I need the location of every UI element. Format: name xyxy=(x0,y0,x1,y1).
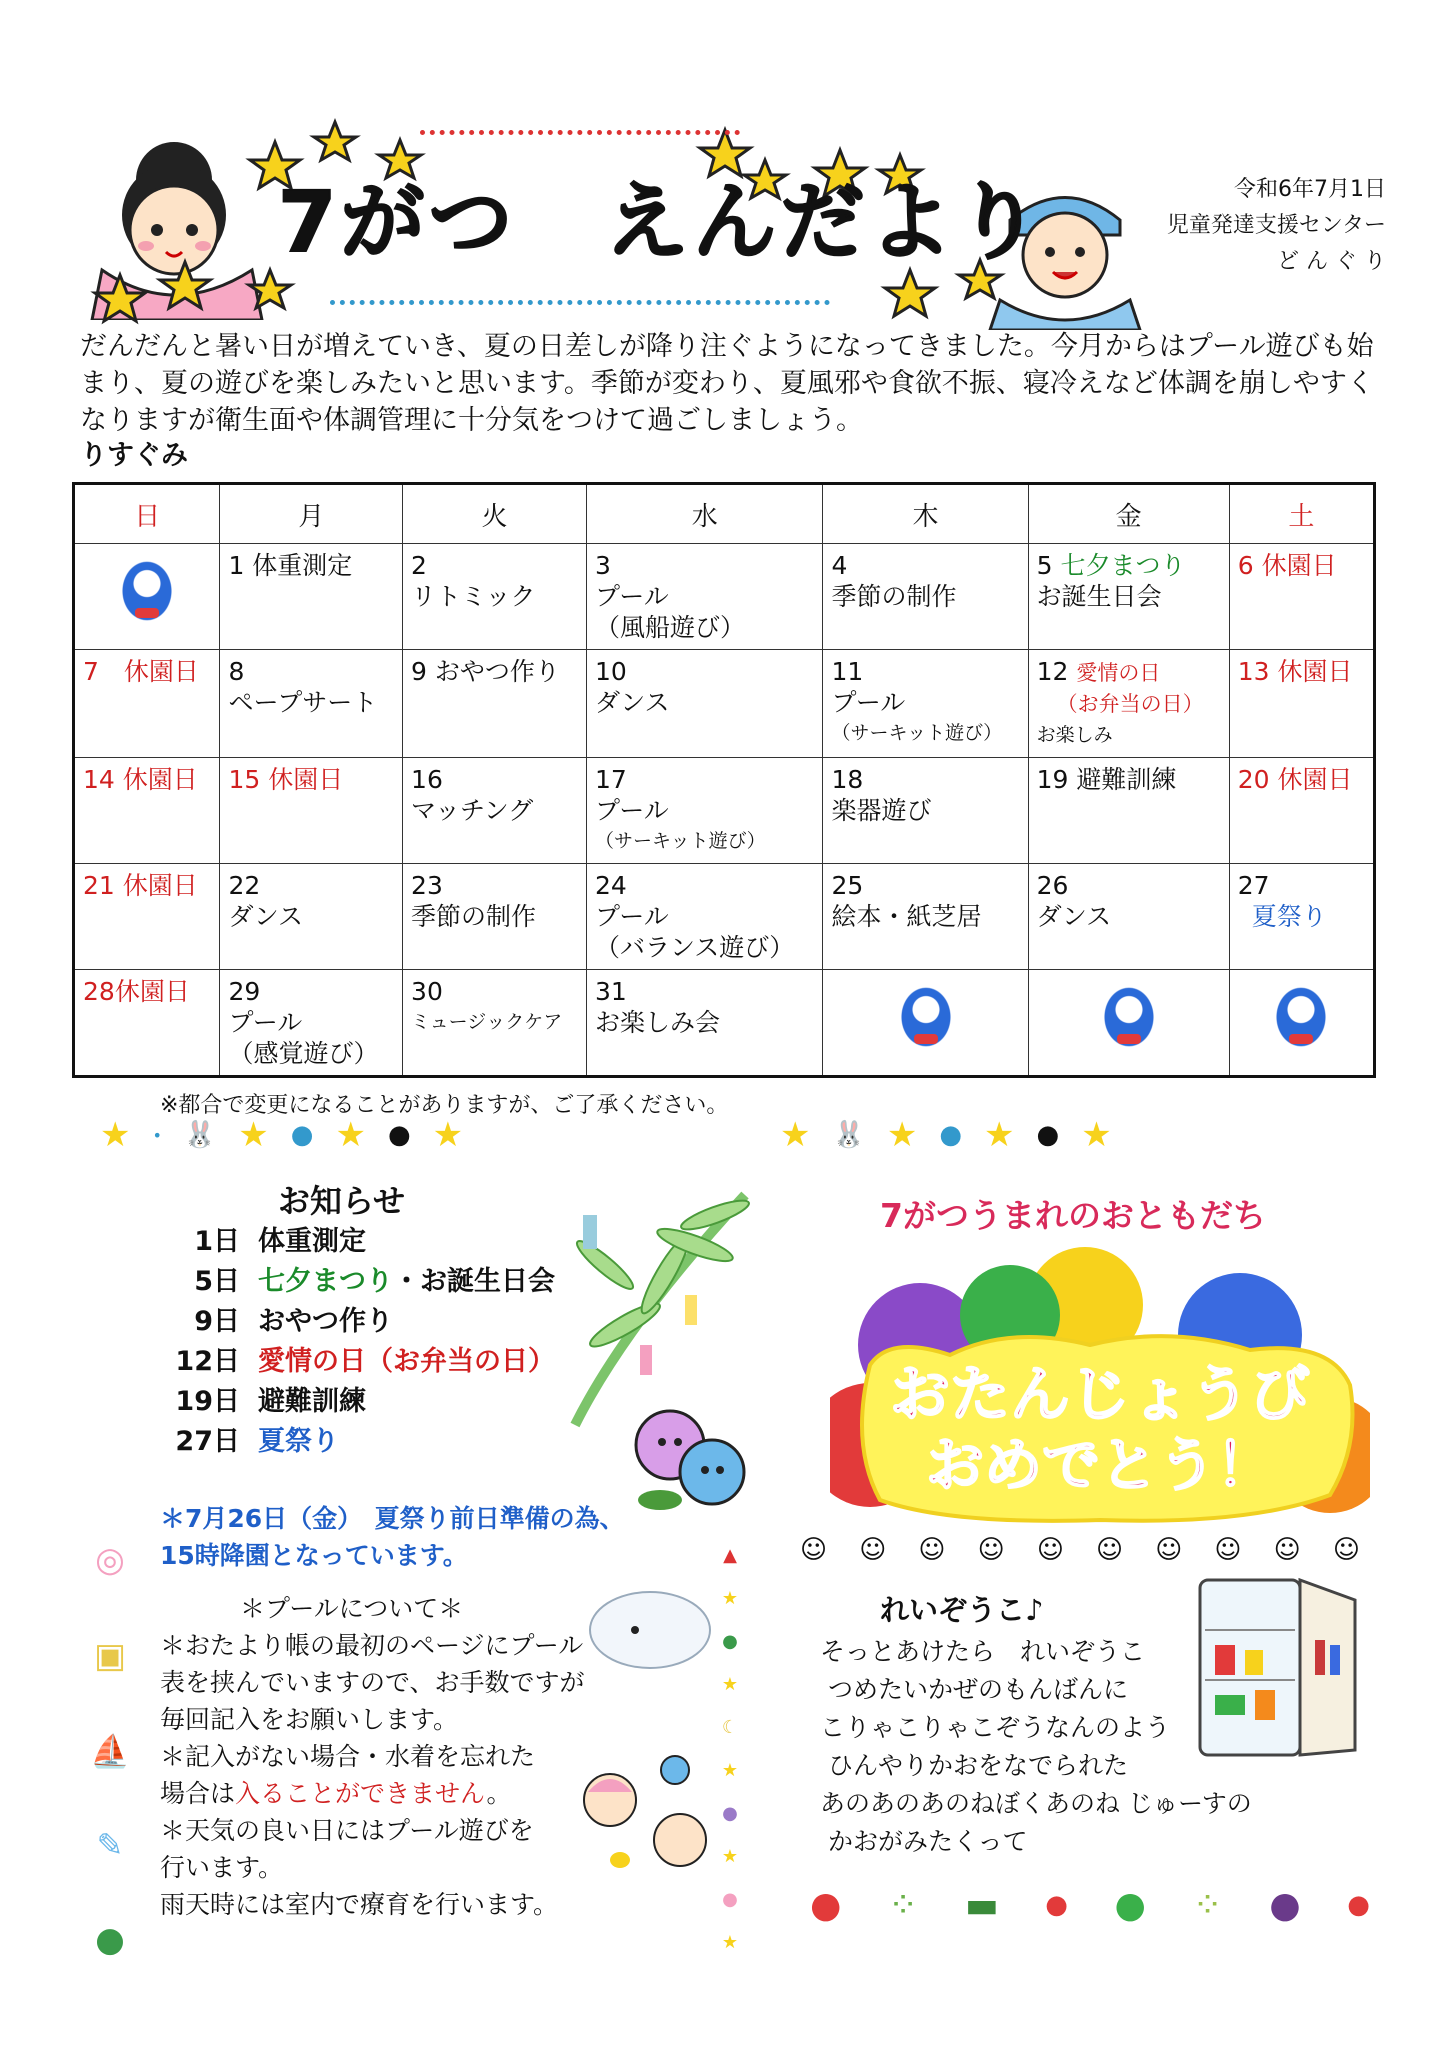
notice-tanabata: 七夕まつり xyxy=(258,1266,393,1297)
calendar-cell xyxy=(74,544,220,650)
star-icon: ★ xyxy=(721,1760,739,1781)
schedule-change-note xyxy=(160,1500,625,1574)
birthday-heading: 7がつうまれのおともだち xyxy=(880,1196,1266,1235)
day-number: 31 xyxy=(595,977,627,1006)
decor-strip-right xyxy=(780,1115,1112,1155)
pool-line-suffix: 。 xyxy=(486,1779,512,1808)
star-icon: ★ xyxy=(721,1846,739,1867)
side-icons-left xyxy=(90,1540,130,1960)
event-natsumatsuri: 夏祭り xyxy=(1251,902,1327,931)
event-text: お楽しみ会 xyxy=(595,1008,721,1037)
calendar-cell xyxy=(823,758,1028,864)
notice-aijou: 愛情の日（お弁当の日） xyxy=(258,1346,555,1377)
day-number: 22 xyxy=(228,871,261,900)
holiday-text: 休園日 xyxy=(1277,657,1353,686)
child-icon: ☺ xyxy=(1096,1535,1124,1565)
header-meta xyxy=(1167,172,1386,280)
child-icon: ☺ xyxy=(1332,1535,1360,1565)
event-text: 季節の制作 xyxy=(411,902,537,931)
event-text: プール xyxy=(595,902,669,931)
event-text: 避難訓練 xyxy=(1076,765,1177,794)
holiday-text: 休園日 xyxy=(1261,551,1337,580)
calendar-cell xyxy=(220,758,403,864)
poem-line: つめたいかぜのもんばんに xyxy=(828,1675,1129,1704)
calendar-cell xyxy=(1229,650,1374,758)
calendar-cell xyxy=(1028,864,1229,970)
calendar-table xyxy=(72,482,1376,1078)
day-number: 2 xyxy=(411,551,427,580)
day-number: 19 xyxy=(1036,765,1069,794)
pool-title: ＊プールについて＊ xyxy=(240,1594,464,1623)
notice-item xyxy=(170,1382,555,1422)
event-text: ペープサート xyxy=(228,688,378,717)
calendar-cell xyxy=(74,864,220,970)
notice-item xyxy=(170,1422,555,1462)
pool-line-prefix: 場合は xyxy=(160,1779,236,1808)
calendar-cell xyxy=(220,864,403,970)
weekday-mon: 月 xyxy=(220,484,403,544)
event-text: ダンス xyxy=(228,902,303,931)
pool-warning: 入ることができません xyxy=(235,1779,487,1808)
calendar-cell xyxy=(403,650,587,758)
calendar-cell xyxy=(220,650,403,758)
notice-item xyxy=(170,1262,555,1302)
calendar-cell xyxy=(220,970,403,1077)
event-text: おやつ作り xyxy=(434,657,560,686)
poem-line: あのあのあのねぼくあのね じゅーすの xyxy=(820,1789,1252,1818)
penguin-icon xyxy=(1103,986,1155,1048)
event-text: プール xyxy=(595,582,669,611)
event-detail: （風船遊び） xyxy=(595,613,746,642)
intro-text: だんだんと暑い日が増えていき、夏の日差しが降り注ぐようになってきました。今月からはプール遊びも始まり、夏の遊びを楽しみたいと思います。季節が変わり、夏風邪や食欲不振、寝冷えなど体調を崩しやすくなりますが衛生面や体調管理に十分気をつけて過ごしましょう。 xyxy=(80,331,1374,436)
holiday-text: 休園日 xyxy=(122,871,198,900)
event-text: ミュージックケア xyxy=(411,1011,563,1033)
planet-icon: ● xyxy=(722,1803,738,1824)
day-number: 26 xyxy=(1036,871,1069,900)
child-icon: ☺ xyxy=(918,1535,946,1565)
calendar-cell xyxy=(403,758,587,864)
pool-line: 毎回記入をお願いします。 xyxy=(160,1705,459,1734)
poem-title: れいぞうこ♪ xyxy=(880,1593,1044,1627)
star-icon: ★ xyxy=(721,1674,739,1695)
day-number: 20 xyxy=(1237,765,1270,794)
event-text: お楽しみ xyxy=(1036,724,1113,746)
day-number: 30 xyxy=(411,977,443,1006)
event-text: リトミック xyxy=(411,582,536,611)
weekday-tue: 火 xyxy=(403,484,587,544)
rocket-icon: ▲ xyxy=(723,1545,737,1566)
mouse-icon: ● xyxy=(939,1120,963,1150)
event-text: プール xyxy=(228,1008,303,1037)
holiday-text: 休園日 xyxy=(122,765,198,794)
day-number: 3 xyxy=(595,551,611,580)
event-detail: （お弁当の日） xyxy=(1056,692,1204,716)
pool-line: ＊記入がない場合・水着を忘れた xyxy=(160,1742,536,1771)
peas-icon: ⁘ xyxy=(887,1884,919,1926)
calendar-cell xyxy=(587,970,823,1077)
change-note: ※都合で変更になることがありますが、ご了承ください。 xyxy=(160,1093,729,1118)
event-text: 体重測定 xyxy=(252,551,353,580)
calendar-cell xyxy=(823,650,1028,758)
event-text: マッチング xyxy=(411,796,534,825)
day-number: 9 xyxy=(411,657,427,686)
notice-item xyxy=(170,1302,555,1342)
day-number: 8 xyxy=(228,657,245,686)
side-icons-middle xyxy=(715,1545,745,1953)
event-text: お誕生日会 xyxy=(1036,582,1162,611)
notice-list xyxy=(170,1222,555,1462)
panda-icon: ● xyxy=(387,1120,411,1150)
day-number: 11 xyxy=(831,657,864,686)
tomato-icon: ● xyxy=(1347,1890,1370,1920)
day-number: 17 xyxy=(595,765,627,794)
event-text: 楽器遊び xyxy=(831,796,932,825)
pepper-icon: ● xyxy=(1114,1884,1146,1926)
event-text: 季節の制作 xyxy=(831,582,957,611)
pool-line: 行います。 xyxy=(160,1853,284,1882)
star-icon: ★ xyxy=(1081,1115,1112,1155)
child-icon: ☺ xyxy=(859,1535,887,1565)
event-text: プール xyxy=(595,796,669,825)
day-number: 24 xyxy=(595,871,627,900)
pool-line: 雨天時には室内で療育を行います。 xyxy=(160,1890,559,1919)
calendar-cell xyxy=(587,864,823,970)
calendar-cell xyxy=(1028,970,1229,1077)
star-icon: ★ xyxy=(100,1115,131,1155)
pool-line: ＊おたより帳の最初のページにプール xyxy=(160,1631,584,1660)
event-text: 絵本・紙芝居 xyxy=(831,902,982,931)
notice-day: 5日 xyxy=(194,1266,240,1297)
dot-icon: • xyxy=(152,1125,162,1145)
day-number: 5 xyxy=(1036,551,1053,580)
weekday-header-row xyxy=(74,484,1375,544)
mushroom-icon: ● xyxy=(722,1889,738,1910)
notice-item xyxy=(170,1342,555,1382)
facility-name: ど ん ぐ り xyxy=(1277,249,1386,274)
star-icon: ★ xyxy=(335,1115,366,1155)
day-number: 6 xyxy=(1237,551,1254,580)
calendar-cell xyxy=(220,544,403,650)
day-number: 18 xyxy=(831,765,864,794)
day-number: 15 xyxy=(228,765,261,794)
day-number: 16 xyxy=(411,765,443,794)
holiday-text: 休園日 xyxy=(114,977,190,1006)
child-icon: ☺ xyxy=(1273,1535,1301,1565)
decor-strip-left xyxy=(100,1115,463,1155)
notice-day: 12日 xyxy=(175,1346,240,1377)
class-name: りすぐみ xyxy=(80,440,188,471)
calendar-cell xyxy=(1229,864,1374,970)
tomato-icon: ● xyxy=(1045,1890,1068,1920)
event-text: ダンス xyxy=(1036,902,1112,931)
water-gun-icon: ✎ xyxy=(96,1826,124,1864)
penguin-icon xyxy=(1275,986,1327,1048)
calendar-cell xyxy=(823,864,1028,970)
child-icon: ☺ xyxy=(1155,1535,1183,1565)
holiday-text: 休園日 xyxy=(268,765,344,794)
star-icon: ★ xyxy=(721,1932,739,1953)
boat-icon: ⛵ xyxy=(90,1732,130,1770)
star-icon: ★ xyxy=(432,1115,464,1155)
child-icon: ☺ xyxy=(1036,1535,1064,1565)
calendar-cell xyxy=(74,970,220,1077)
newsletter-title: 7がつ えんだより xyxy=(278,173,1045,271)
rabbit-icon: 🐰 xyxy=(832,1120,865,1150)
birthday-banner xyxy=(830,1245,1370,1530)
panda-icon: ● xyxy=(1036,1120,1060,1150)
moon-icon: ☾ xyxy=(721,1717,739,1738)
event-detail: （サーキット遊び） xyxy=(595,830,766,852)
weekday-fri: 金 xyxy=(1028,484,1229,544)
star-icon: ★ xyxy=(886,1115,918,1155)
day-number: 12 xyxy=(1036,657,1069,686)
poem-line: かおがみたくって xyxy=(828,1827,1028,1856)
star-icon: ★ xyxy=(238,1115,269,1155)
pool-line: ＊天気の良い日にはプール遊びを xyxy=(160,1816,534,1845)
calendar-cell xyxy=(403,544,587,650)
day-number: 4 xyxy=(831,551,848,580)
holiday-text: 休園日 xyxy=(1277,765,1353,794)
calendar-cell xyxy=(587,544,823,650)
ball-icon: ● xyxy=(95,1920,125,1960)
notice-day: 19日 xyxy=(175,1386,240,1417)
event-detail: （感覚遊び） xyxy=(228,1039,379,1068)
star-icon: ★ xyxy=(984,1115,1015,1155)
schedule-change-line: ＊7月26日（金） 夏祭り前日準備の為、 xyxy=(160,1504,625,1533)
issue-date: 令和6年7月1日 xyxy=(1234,177,1386,202)
notice-day: 1日 xyxy=(194,1226,240,1257)
tomato-icon: ● xyxy=(810,1884,842,1926)
day-number: 7 xyxy=(83,657,99,686)
calendar-cell xyxy=(1229,970,1374,1077)
child-icon: ☺ xyxy=(977,1535,1005,1565)
calendar-week xyxy=(74,970,1375,1077)
poem xyxy=(820,1633,1252,1861)
notice-text: 避難訓練 xyxy=(258,1386,366,1417)
pool-section xyxy=(160,1590,630,1923)
notice-item xyxy=(170,1222,555,1262)
day-number: 28 xyxy=(83,977,115,1006)
star-icon: ★ xyxy=(780,1115,811,1155)
rabbit-icon: 🐰 xyxy=(183,1120,217,1150)
schedule-change-line: 15時降園となっています。 xyxy=(160,1541,468,1570)
calendar-cell xyxy=(403,970,587,1077)
calendar-cell xyxy=(587,758,823,864)
child-icon: ☺ xyxy=(1214,1535,1242,1565)
astronaut-icon: ● xyxy=(722,1631,738,1652)
event-text: プール xyxy=(831,688,906,717)
calendar-cell xyxy=(823,544,1028,650)
pool-kids-illustration xyxy=(580,1570,730,1910)
calendar-week xyxy=(74,864,1375,970)
day-number: 29 xyxy=(228,977,261,1006)
eggplant-icon: ● xyxy=(1269,1884,1301,1926)
calendar-cell xyxy=(74,650,220,758)
notice-text: おやつ作り xyxy=(258,1306,393,1337)
day-number: 25 xyxy=(831,871,864,900)
child-icon: ☺ xyxy=(800,1535,828,1565)
dotted-line-top xyxy=(420,130,740,135)
event-aijou: 愛情の日 xyxy=(1076,661,1161,685)
bucket-icon: ▣ xyxy=(93,1636,127,1676)
notice-natsumatsuri: 夏祭り xyxy=(258,1426,339,1457)
banner-line-2: おめでとう！ xyxy=(925,1431,1275,1499)
bamboo-illustration xyxy=(545,1175,765,1435)
day-number: 27 xyxy=(1237,871,1270,900)
calendar-cell xyxy=(74,758,220,864)
donut-icon: ◎ xyxy=(95,1540,125,1580)
poem-line: そっとあけたら れいぞうこ xyxy=(820,1637,1146,1666)
pool-line: 表を挟んでいますので、お手数ですが xyxy=(160,1668,585,1697)
penguin-icon xyxy=(121,560,173,622)
day-number: 21 xyxy=(83,871,115,900)
calendar-week xyxy=(74,758,1375,864)
calendar-cell xyxy=(1028,758,1229,864)
event-tanabata: 七夕まつり xyxy=(1060,551,1186,580)
day-number: 13 xyxy=(1237,657,1270,686)
day-number: 23 xyxy=(411,871,443,900)
calendar-week xyxy=(74,544,1375,650)
kids-strip xyxy=(800,1530,1360,1570)
weekday-wed: 水 xyxy=(587,484,823,544)
notice-text: 体重測定 xyxy=(258,1226,366,1257)
weekday-sun: 日 xyxy=(74,484,220,544)
vegetables-strip xyxy=(810,1880,1370,1930)
morning-glory-illustration xyxy=(620,1400,760,1520)
pool-line xyxy=(160,1775,630,1812)
event-detail: （バランス遊び） xyxy=(595,933,795,962)
day-number: 1 xyxy=(228,551,245,580)
dotted-line-bottom xyxy=(330,300,830,305)
event-detail: （サーキット遊び） xyxy=(831,722,1003,744)
calendar-cell xyxy=(403,864,587,970)
notice-text: ・お誕生日会 xyxy=(393,1266,555,1297)
center-name: 児童発達支援センター xyxy=(1166,213,1386,238)
cucumber-icon: ▬ xyxy=(964,1884,999,1926)
event-text: ダンス xyxy=(595,688,670,717)
weekday-thu: 木 xyxy=(823,484,1028,544)
star-icon: ★ xyxy=(721,1588,739,1609)
refrigerator-illustration xyxy=(1190,1570,1365,1765)
notice-day: 27日 xyxy=(175,1426,240,1457)
calendar-cell xyxy=(823,970,1028,1077)
notice-title: お知らせ xyxy=(278,1182,406,1220)
calendar-cell xyxy=(1229,544,1374,650)
day-number: 10 xyxy=(595,657,627,686)
weekday-sat: 土 xyxy=(1229,484,1374,544)
poem-line: こりゃこりゃこぞうなんのよう xyxy=(820,1713,1171,1742)
beans-icon: ⁘ xyxy=(1192,1884,1223,1926)
notice-day: 9日 xyxy=(194,1306,240,1337)
calendar-cell xyxy=(1028,544,1229,650)
holiday-text: 休園日 xyxy=(123,657,199,686)
poem-line: ひんやりかおをなでられた xyxy=(828,1751,1129,1780)
calendar-week xyxy=(74,650,1375,758)
mouse-icon: ● xyxy=(290,1120,314,1150)
calendar-cell xyxy=(587,650,823,758)
day-number: 14 xyxy=(83,765,115,794)
calendar-cell xyxy=(1028,650,1229,758)
calendar-cell xyxy=(1229,758,1374,864)
banner-line-1: おたんじょうび xyxy=(890,1360,1310,1430)
penguin-icon xyxy=(900,986,952,1048)
